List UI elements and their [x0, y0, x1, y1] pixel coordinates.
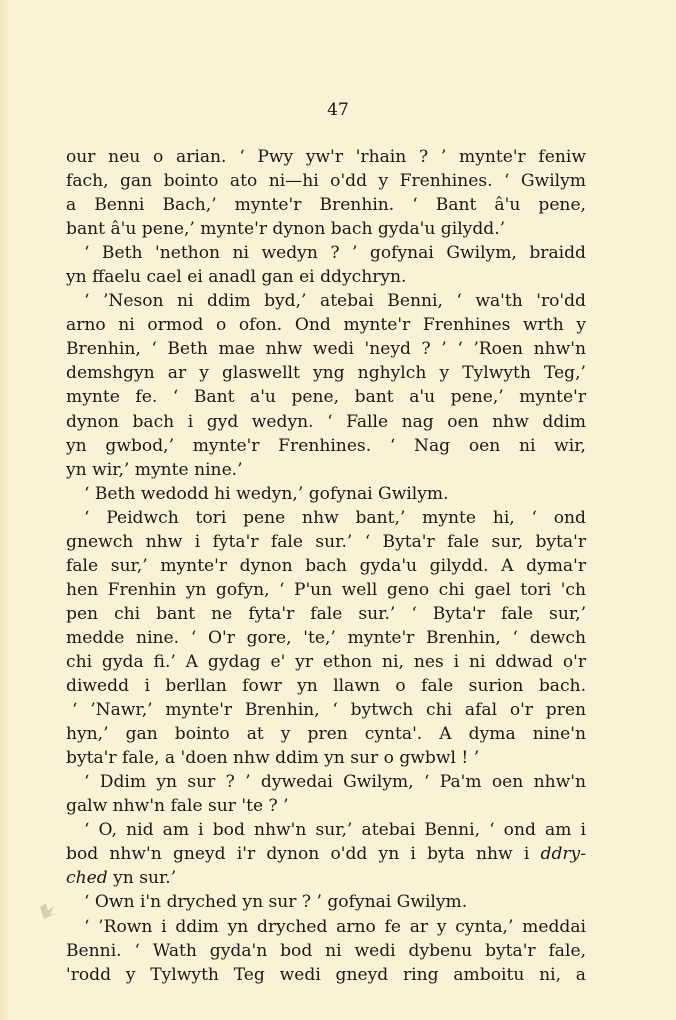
text-line: bod nhw'n gneyd i'r dynon o'dd yn i byta nhw i ddry- [66, 844, 586, 865]
text-line: ched yn sur.’ [66, 868, 177, 889]
text-line: hen Frenhin yn gofyn, ‘ P'un well geno chi gael tori 'ch [66, 579, 586, 600]
text-line: ‘ Beth wedodd hi wedyn,’ gofynai Gwilym. [84, 483, 449, 504]
page-edge-shadow [0, 0, 10, 1020]
text-line: our neu o arian. ‘ Pwy yw'r 'rhain ? ’ mynte'r feniw [66, 147, 586, 167]
text-line: 'rodd y Tylwyth Teg wedi gneyd ring amboitu ni, a [66, 964, 586, 985]
text-line: medde nine. ‘ O'r gore, 'te,’ mynte'r Brenhin, ‘ dewch [66, 627, 586, 648]
text-line: dynon bach i gyd wedyn. ‘ Falle nag oen nhw ddim [66, 411, 586, 432]
text-line: ‘ Beth 'nethon ni wedyn ? ’ gofynai Gwilym, braidd [84, 243, 586, 264]
text-line: yn gwbod,’ mynte'r Frenhines. ‘ Nag oen ni wir, [66, 435, 586, 456]
text-line: galw nhw'n fale sur 'te ? ’ [66, 796, 289, 817]
text-line: ‘ Ddim yn sur ? ’ dywedai Gwilym, ‘ Pa'm oen nhw'n [84, 772, 586, 793]
text-line: fale sur,’ mynte'r dynon bach gyda'u gilydd. A dyma'r [66, 555, 586, 576]
text-line: chi gyda fi.’ A gydag e' yr ethon ni, nes i ni ddwad o'r [66, 651, 586, 672]
text-line: Brenhin, ‘ Beth mae nhw wedi 'neyd ? ’ ‘ ’Roen nhw'n [66, 339, 586, 360]
margin-smudge [36, 895, 62, 925]
text-line: byta'r fale, a 'doen nhw ddim yn sur o gwbwl ! ’ [66, 748, 480, 769]
text-line: Benni. ‘ Wath gyda'n bod ni wedi dybenu byta'r fale, [66, 940, 586, 961]
text-line: yn ffaelu cael ei anadl gan ei ddychryn. [66, 267, 407, 288]
body-text [66, 145, 586, 987]
text-line: ‘ ’Rown i ddim yn dryched arno fe ar y cynta,’ meddai [84, 916, 586, 937]
text-line: ‘ ’Nawr,’ mynte'r Brenhin, ‘ bytwch chi afal o'r pren [72, 700, 586, 721]
text-line: mynte fe. ‘ Bant a'u pene, bant a'u pene,’ mynte'r [66, 387, 586, 408]
text-line: diwedd i berllan fowr yn llawn o fale surion bach. [66, 676, 586, 697]
text-line: pen chi bant ne fyta'r fale sur.’ ‘ Byta'r fale sur,’ [66, 603, 586, 624]
text-line: bant â'u pene,’ mynte'r dynon bach gyda'u gilydd.’ [66, 219, 506, 240]
text-line: ‘ Own i'n dryched yn sur ? ’ gofynai Gwilym. [84, 892, 468, 913]
text-line: gnewch nhw i fyta'r fale sur.’ ‘ Byta'r fale sur, byta'r [66, 531, 586, 552]
text-line: demshgyn ar y glaswellt yng nghylch y Tylwyth Teg,’ [66, 363, 586, 384]
page-number: 47 [327, 100, 349, 120]
text-line: hyn,’ gan bointo at y pren cynta'. A dyma nine'n [66, 724, 586, 745]
text-line: yn wir,’ mynte nine.’ [66, 459, 243, 480]
text-line: a Benni Bach,’ mynte'r Brenhin. ‘ Bant â'u pene, [66, 195, 586, 216]
text-line: ‘ O, nid am i bod nhw'n sur,’ atebai Benni, ‘ ond am i [84, 820, 586, 841]
text-line: ‘ ’Neson ni ddim byd,’ atebai Benni, ‘ wa'th 'ro'dd [84, 291, 586, 312]
text-line: ‘ Peidwch tori pene nhw bant,’ mynte hi, ‘ ond [84, 507, 586, 528]
text-line: arno ni ormod o ofon. Ond mynte'r Frenhines wrth y [66, 315, 586, 336]
text-line: fach, gan bointo ato ni—hi o'dd y Frenhines. ‘ Gwilym [66, 171, 586, 192]
